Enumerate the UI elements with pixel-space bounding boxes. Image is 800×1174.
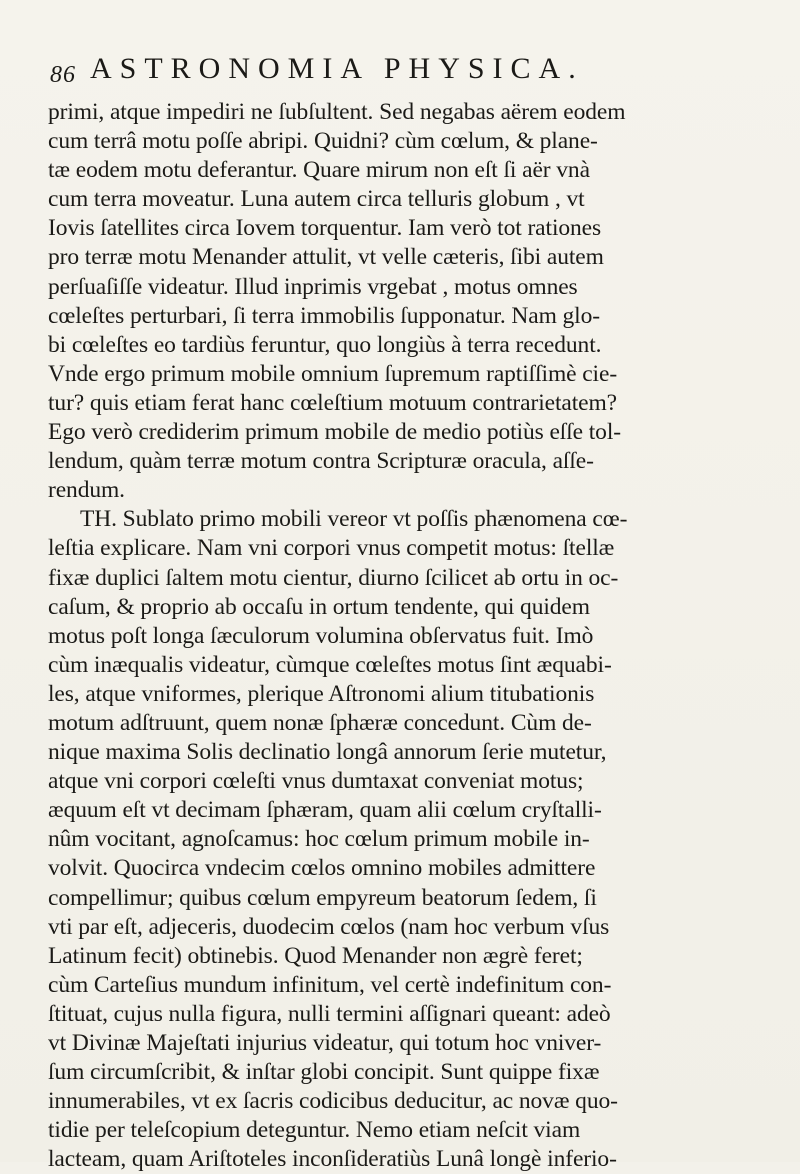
text-line: pro terræ motu Menander attulit, vt velle cæteris, ſibi autem (48, 244, 604, 271)
text-line: vti par eſt, adjeceris, duodecim cœlos (nam hoc verbum vſus (48, 913, 610, 940)
text-line: tur? quis etiam ferat hanc cœleſtium motuum contrarietatem? (48, 389, 617, 416)
text-line: Ego verò crediderim primum mobile de medio potiùs eſſe tol- (48, 419, 621, 446)
running-head (50, 52, 770, 92)
text-line: lacteam, quam Ariſtoteles inconſideratiùs Lunâ longè inferio- (48, 1146, 617, 1173)
text-line: nûm vocitant, agnoſcamus: hoc cœlum primum mobile in- (48, 826, 590, 853)
text-line: cum terra moveatur. Luna autem circa telluris globum , vt (48, 186, 585, 213)
text-line: nique maxima Solis declinatio longâ annorum ſerie mutetur, (48, 739, 607, 766)
text-line: lendum, quàm terræ motum contra Scripturæ oracula, aſſe- (48, 448, 594, 475)
page-number: 86 (50, 62, 76, 88)
text-line: bi cœleſtes eo tardiùs feruntur, quo longiùs à terra recedunt. (48, 331, 602, 358)
running-title: ASTRONOMIA PHYSICA. (90, 52, 584, 85)
text-line: vt Divinæ Majeſtati injurius videatur, qui totum hoc vniver- (48, 1030, 602, 1056)
text-line: perſuaſiſſe videatur. Illud inprimis vrgebat , motus omnes (48, 273, 578, 300)
text-line: les, atque vniformes, plerique Aſtronomi alium titubationis (48, 680, 595, 707)
text-line: motum adſtruunt, quem nonæ ſphæræ concedunt. Cùm de- (48, 709, 592, 736)
text-line: fixæ duplici ſaltem motu cientur, diurno ſcilicet ab ortu in oc- (48, 564, 619, 591)
text-line: ſtituat, cujus nulla figura, nulli termini aſſignari queant: adeò (48, 1000, 611, 1027)
text-line: æquum eſt vt decimam ſphæram, quam alii cœlum cryſtalli- (48, 797, 602, 824)
text-line: Vnde ergo primum mobile omnium ſupremum raptiſſimè cie- (48, 360, 618, 387)
text-line: cœleſtes perturbari, ſi terra immobilis ſupponatur. Nam glo- (48, 302, 600, 329)
text-line: leſtia explicare. Nam vni corpori vnus competit motus: ſtellæ (48, 535, 615, 562)
text-line: compellimur; quibus cœlum empyreum beatorum ſedem, ſi (48, 884, 597, 911)
text-line: motus poſt longa ſæculorum volumina obſervatus fuit. Imò (48, 622, 594, 649)
text-line: Iovis ſatellites circa Iovem torquentur. Iam verò tot rationes (48, 215, 602, 242)
text-line: atque vni corpori cœleſti vnus dumtaxat conveniat motus; (48, 768, 584, 795)
text-line: volvit. Quocirca vndecim cœlos omnino mobiles admittere (48, 855, 596, 882)
text-line: rendum. (48, 477, 125, 504)
text-line: ſum circumſcribit, & inſtar globi concipit. Sunt quippe fixæ (48, 1059, 600, 1086)
text-line: cùm inæqualis videatur, cùmque cœleſtes motus ſint æquabi- (48, 651, 612, 678)
text-line: cùm Carteſius mundum infinitum, vel certè indefinitum con- (48, 971, 612, 998)
text-line: innumerabiles, vt ex ſacris codicibus deducitur, ac novæ quo- (48, 1088, 618, 1115)
speaker-paragraph-start: TH. Sublato primo mobili vereor vt poſſis phænomena cœ- (80, 506, 628, 533)
text-line: tidie per teleſcopium deteguntur. Nemo etiam neſcit viam (48, 1117, 581, 1144)
text-line: cum terrâ motu poſſe abripi. Quidni? cùm cœlum, & plane- (48, 128, 598, 155)
text-line: primi, atque impediri ne ſubſultent. Sed negabas aërem eodem (48, 99, 626, 125)
text-line: caſum, & proprio ab occaſu in ortum tendente, qui quidem (48, 593, 590, 620)
body-text (48, 98, 778, 1174)
text-line: Latinum fecit) obtinebis. Quod Menander non ægrè feret; (48, 942, 583, 969)
text-line: tæ eodem motu deferantur. Quare mirum non eſt ſi aër vnà (48, 157, 590, 184)
